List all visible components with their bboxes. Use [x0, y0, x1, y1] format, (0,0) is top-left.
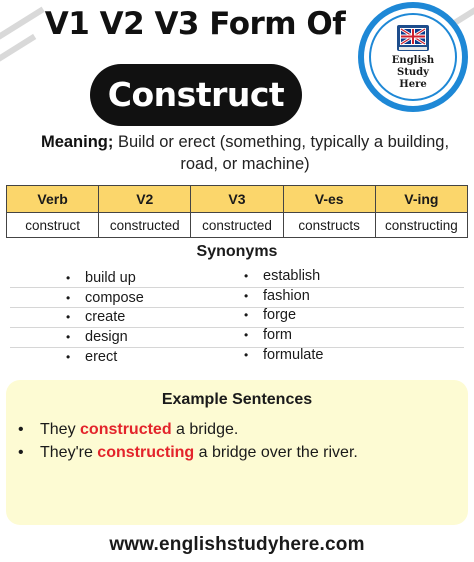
list-item: • establish — [244, 267, 321, 284]
website-url: www.englishstudyhere.com — [109, 534, 365, 555]
logo-text-line2: Here — [399, 79, 427, 90]
synonyms-list-right — [244, 266, 424, 364]
page-title: V1 V2 V3 Form Of — [44, 6, 346, 42]
list-item: • erect — [66, 348, 118, 365]
book-flag-icon — [394, 23, 432, 55]
header-cell-v2: V2 — [99, 186, 191, 213]
table-row — [7, 213, 468, 238]
highlighted-verb: constructed — [80, 421, 172, 438]
header-cell-verb: Verb — [7, 186, 99, 213]
example-sentence: • They constructed a bridge. — [18, 421, 239, 438]
list-item: • compose — [66, 289, 144, 306]
list-item: • design — [66, 328, 128, 345]
list-item: • formulate — [244, 346, 324, 363]
verb-pill: Construct — [90, 64, 302, 126]
header-cell-ving: V-ing — [375, 186, 467, 213]
synonyms-heading: Synonyms — [196, 243, 278, 260]
example-sentence: • They're constructing a bridge over the river. — [18, 444, 358, 461]
cell-verb: construct — [7, 213, 99, 238]
list-item: • form — [244, 326, 292, 343]
table-header-row — [7, 186, 468, 213]
list-item: • build up — [66, 269, 136, 286]
english-study-here-logo — [358, 2, 468, 112]
cell-ves: constructs — [283, 213, 375, 238]
list-item: • create — [66, 309, 126, 326]
header-cell-ves: V-es — [283, 186, 375, 213]
cell-ving: constructing — [375, 213, 467, 238]
meaning-label: Meaning; — [40, 133, 114, 151]
logo-text-line1: English Study — [391, 55, 435, 78]
meaning-definition: Build or erect (something, typically a building, road, or machine) — [113, 133, 450, 173]
example-sentences-heading: Example Sentences — [161, 391, 313, 408]
synonyms-list-left — [66, 268, 246, 366]
highlighted-verb: constructing — [97, 444, 195, 461]
header-cell-v3: V3 — [191, 186, 283, 213]
cell-v2: constructed — [99, 213, 191, 238]
cell-v3: constructed — [191, 213, 283, 238]
verb-forms-table — [6, 185, 468, 238]
list-item: • fashion — [244, 287, 310, 304]
list-item: • forge — [244, 307, 297, 324]
meaning-text — [30, 131, 460, 175]
